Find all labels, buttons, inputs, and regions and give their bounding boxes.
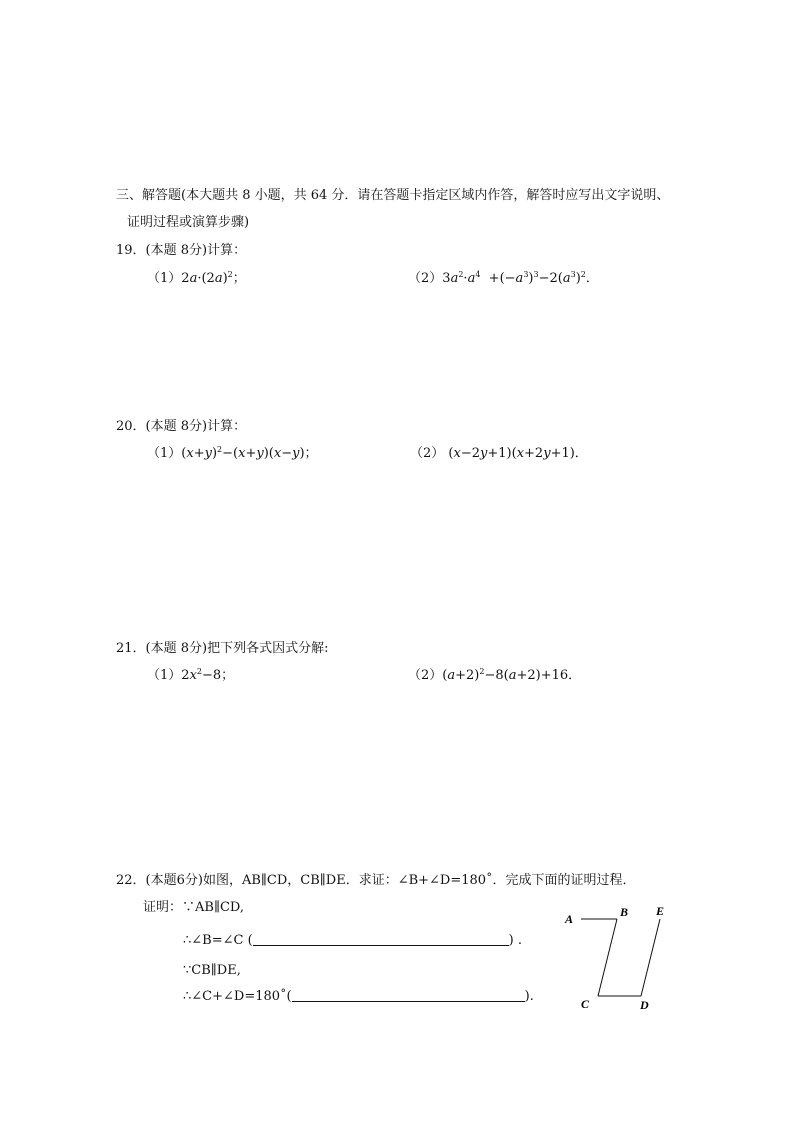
- q21-part2-expression: $(a+2)^2-8(a+2)+16$．: [442, 667, 582, 683]
- q20-part1: [147, 446, 318, 462]
- q20-part2: [410, 446, 588, 462]
- q20-part2-expression: (x−2y+1)(x+2y+1)．: [444, 446, 588, 461]
- q20-title: 20．(本题 8分)计算：: [116, 419, 247, 434]
- q21-part2: [408, 668, 581, 684]
- q22-proof-step3: ∵CB∥DE,: [183, 963, 241, 978]
- q20-part1-label: （1）: [147, 446, 182, 461]
- proof-step4-prefix: ∴∠C+∠D=180˚(: [183, 989, 292, 1004]
- q22-proof-step2: [183, 933, 522, 949]
- q19-part2: [408, 271, 599, 287]
- proof-label: 证明：: [143, 900, 183, 915]
- q19-part1-expression: $2a\cdot(2a)^2$；: [181, 270, 246, 286]
- q20-part1-expression: $(x+y)^2-(x+y)(x-y)$；: [181, 445, 318, 461]
- q19-part1: [147, 271, 246, 287]
- label-b: B: [620, 905, 629, 919]
- segment-de: [641, 919, 660, 996]
- q19-title: 19．(本题 8分)计算：: [116, 243, 247, 258]
- reason-blank-2[interactable]: [292, 990, 525, 1002]
- reason-blank-1[interactable]: [253, 934, 509, 946]
- label-e: E: [656, 904, 665, 918]
- proof-step2-suffix: ) .: [508, 933, 522, 948]
- label-d: D: [640, 998, 649, 1012]
- label-c: C: [581, 997, 590, 1011]
- proof-step2-prefix: ∴∠B=∠C (: [183, 933, 253, 948]
- q20-part2-label: （2）: [410, 446, 445, 461]
- q21-part1-label: （1）: [147, 668, 182, 683]
- q19-part2-label: （2）: [408, 271, 443, 286]
- q19-part2-expression: $3a^2\cdot a^4 +(-a^3)^3-2(a^3)^2$．: [442, 270, 599, 286]
- section-heading-line2: 证明过程或演算步骤): [127, 215, 250, 230]
- section-heading-line1: 三、解答题(本大题共 8 小题，共 64 分．请在答题卡指定区域内作答，解答时应写出文字说明、: [116, 188, 670, 203]
- q22-proof-step4: [183, 989, 534, 1005]
- q22-title: 22．(本题6分)如图，AB∥CD，CB∥DE．求证：∠B+∠D=180˚．完成下面的证明过程．: [116, 873, 636, 888]
- q22-proof-step1: [143, 900, 244, 916]
- proof-step4-suffix: ).: [524, 989, 534, 1004]
- q19-part1-label: （1）: [147, 271, 182, 286]
- proof-step1-text: ∵AB∥CD,: [182, 900, 245, 915]
- segment-bc: [598, 919, 617, 996]
- q21-part2-label: （2）: [408, 668, 443, 683]
- label-a: A: [565, 912, 574, 926]
- q21-part1-expression: $2x^2-8$；: [181, 667, 235, 683]
- q21-title: 21．(本题 8分)把下列各式因式分解:: [116, 641, 329, 656]
- q21-part1: [147, 668, 234, 684]
- parallel-lines-figure: [560, 900, 680, 1015]
